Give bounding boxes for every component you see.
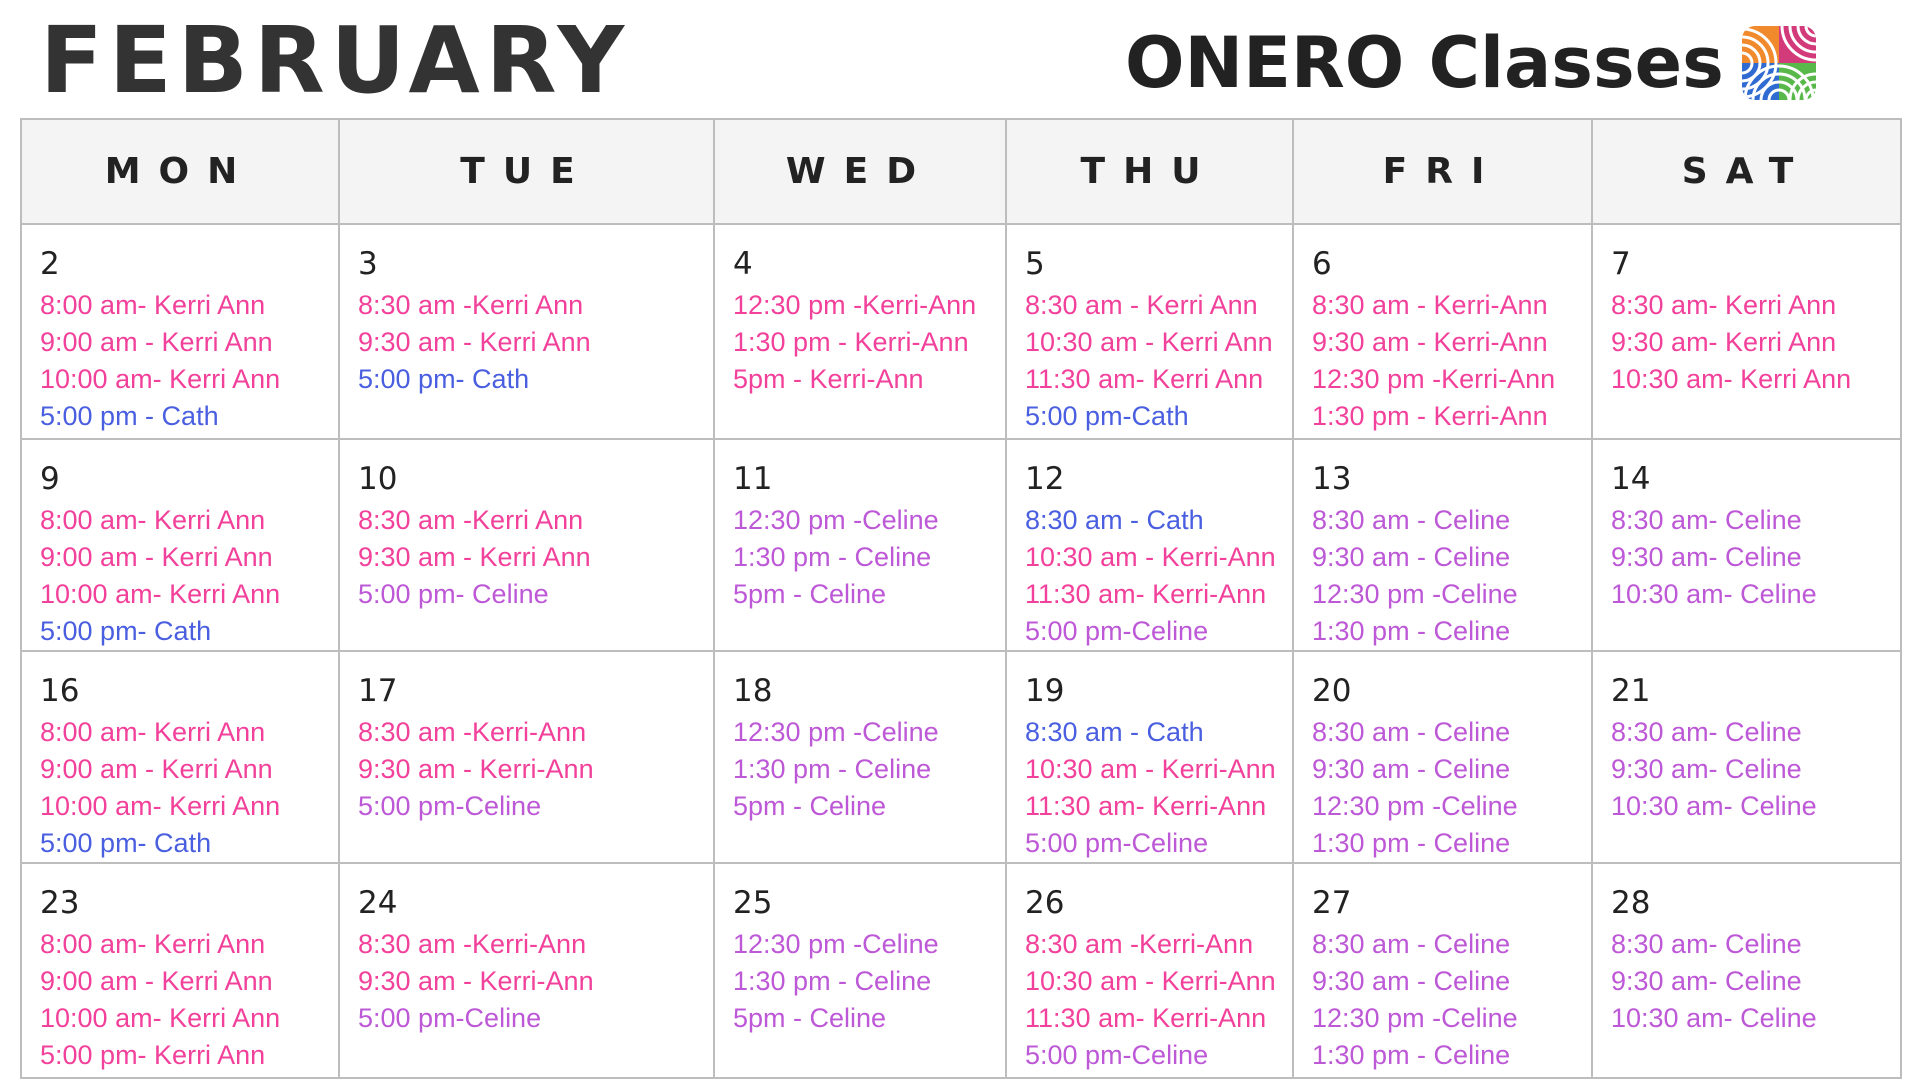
day-cell-tuesday [339, 439, 714, 651]
class-entry: 1:30 pm - Celine [733, 966, 932, 997]
day-number: 3 [358, 246, 378, 282]
class-entry: 10:30 am- Celine [1611, 1003, 1817, 1034]
class-entry: 9:30 am- Celine [1611, 542, 1802, 573]
class-entry: 9:30 am - Kerri-Ann [1312, 327, 1548, 358]
brand-header [1125, 22, 1816, 104]
class-entry: 8:00 am- Kerri Ann [40, 929, 266, 960]
class-entry: 8:30 am -Kerri Ann [358, 290, 584, 321]
week-row [21, 439, 1901, 651]
month-title: FEBRUARY [40, 7, 631, 114]
class-entry: 11:30 am- Kerri Ann [1025, 364, 1264, 395]
class-entry: 9:30 am- Kerri Ann [1611, 327, 1837, 358]
class-entry: 5:00 pm- Celine [358, 579, 549, 610]
class-entry: 1:30 pm - Celine [1312, 616, 1511, 647]
day-number: 17 [358, 673, 398, 710]
class-entry: 5:00 pm- Cath [40, 828, 212, 859]
day-number: 25 [733, 885, 773, 922]
day-number: 5 [1025, 246, 1045, 282]
day-number: 2 [40, 246, 60, 282]
class-entry: 8:30 am - Kerri-Ann [1312, 290, 1548, 321]
day-cell-friday [1293, 863, 1592, 1078]
day-cell-thursday [1006, 439, 1293, 651]
class-entry: 11:30 am- Kerri-Ann [1025, 579, 1267, 610]
day-number: 20 [1312, 673, 1352, 710]
day-cell-friday [1293, 439, 1592, 651]
class-entry: 8:30 am- Kerri Ann [1611, 290, 1837, 321]
day-number: 13 [1312, 461, 1352, 497]
class-entry: 5:00 pm-Celine [1025, 616, 1209, 647]
class-entry: 9:30 am- Celine [1611, 754, 1802, 785]
class-entry: 12:30 pm -Celine [733, 717, 939, 748]
day-number: 18 [733, 673, 773, 710]
week-row [21, 224, 1901, 439]
class-entry: 8:30 am- Celine [1611, 717, 1802, 748]
calendar-grid [20, 118, 1902, 1079]
class-entry: 9:30 am- Celine [1611, 966, 1802, 997]
day-cell-saturday [1592, 439, 1901, 651]
class-entry: 9:30 am - Kerri Ann [358, 542, 591, 573]
class-entry: 9:30 am - Kerri-Ann [358, 754, 594, 785]
day-cell-thursday [1006, 863, 1293, 1078]
day-number: 10 [358, 461, 398, 497]
class-entry: 5:00 pm-Celine [1025, 828, 1209, 859]
class-entry: 1:30 pm - Kerri-Ann [1312, 401, 1548, 432]
weekday-thursday: THU [1006, 119, 1293, 224]
class-entry: 5:00 pm-Celine [358, 791, 542, 822]
day-number: 26 [1025, 885, 1065, 922]
weekday-tuesday: TUE [339, 119, 714, 224]
class-entry: 12:30 pm -Celine [1312, 579, 1518, 610]
class-entry: 9:30 am - Kerri-Ann [358, 966, 594, 997]
class-entry: 8:30 am -Kerri-Ann [358, 717, 587, 748]
day-number: 27 [1312, 885, 1352, 922]
class-entry: 5:00 pm- Cath [358, 364, 530, 395]
class-entry: 5pm - Celine [733, 791, 887, 822]
day-cell-monday [21, 863, 339, 1078]
class-entry: 8:30 am -Kerri-Ann [1025, 929, 1254, 960]
day-number: 14 [1611, 461, 1651, 497]
day-number: 7 [1611, 246, 1631, 282]
striped-swirl-logo-icon [1742, 26, 1816, 100]
class-entry: 8:30 am - Celine [1312, 929, 1511, 960]
class-entry: 10:00 am- Kerri Ann [40, 791, 281, 822]
class-entry: 8:30 am - Kerri Ann [1025, 290, 1258, 321]
day-cell-friday [1293, 224, 1592, 439]
day-cell-wednesday [714, 863, 1006, 1078]
weekday-header-row [21, 119, 1901, 224]
class-entry: 8:30 am - Celine [1312, 505, 1511, 536]
class-entry: 9:30 am - Celine [1312, 754, 1511, 785]
day-number: 6 [1312, 246, 1332, 282]
day-number: 11 [733, 461, 773, 497]
class-entry: 5:00 pm-Celine [1025, 1040, 1209, 1071]
class-entry: 10:30 am - Kerri-Ann [1025, 542, 1276, 573]
class-entry: 11:30 am- Kerri-Ann [1025, 1003, 1267, 1034]
class-entry: 5pm - Kerri-Ann [733, 364, 924, 395]
class-entry: 5:00 pm-Cath [1025, 401, 1189, 432]
day-cell-saturday [1592, 863, 1901, 1078]
day-number: 4 [733, 246, 753, 282]
class-entry: 8:30 am- Celine [1611, 929, 1802, 960]
class-entry: 9:00 am - Kerri Ann [40, 966, 273, 997]
class-entry: 9:30 am - Celine [1312, 542, 1511, 573]
class-entry: 11:30 am- Kerri-Ann [1025, 791, 1267, 822]
class-entry: 8:30 am - Celine [1312, 717, 1511, 748]
brand-title: ONERO Classes [1125, 22, 1724, 104]
class-entry: 10:30 am - Kerri Ann [1025, 327, 1273, 358]
class-entry: 9:00 am - Kerri Ann [40, 327, 273, 358]
class-entry: 10:30 am- Kerri Ann [1611, 364, 1852, 395]
class-entry: 12:30 pm -Kerri-Ann [1312, 364, 1556, 395]
day-cell-monday [21, 224, 339, 439]
day-cell-tuesday [339, 224, 714, 439]
weekday-wednesday: WED [714, 119, 1006, 224]
class-entry: 10:00 am- Kerri Ann [40, 579, 281, 610]
class-entry: 8:00 am- Kerri Ann [40, 290, 266, 321]
class-entry: 10:30 am - Kerri-Ann [1025, 966, 1276, 997]
day-number: 28 [1611, 885, 1651, 922]
class-entry: 10:00 am- Kerri Ann [40, 364, 281, 395]
weekday-friday: FRI [1293, 119, 1592, 224]
day-cell-saturday [1592, 224, 1901, 439]
class-entry: 1:30 pm - Celine [733, 542, 932, 573]
day-number: 24 [358, 885, 398, 922]
week-row [21, 651, 1901, 863]
class-entry: 1:30 pm - Kerri-Ann [733, 327, 969, 358]
class-entry: 8:30 am -Kerri-Ann [358, 929, 587, 960]
class-entry: 5pm - Celine [733, 1003, 887, 1034]
day-cell-thursday [1006, 224, 1293, 439]
class-entry: 10:30 am - Kerri-Ann [1025, 754, 1276, 785]
day-cell-wednesday [714, 224, 1006, 439]
class-entry: 8:30 am - Cath [1025, 717, 1204, 748]
day-number: 21 [1611, 673, 1651, 710]
class-entry: 8:00 am- Kerri Ann [40, 505, 266, 536]
class-entry: 12:30 pm -Celine [733, 505, 939, 536]
day-number: 12 [1025, 461, 1065, 497]
class-entry: 5:00 pm - Cath [40, 401, 219, 432]
day-cell-thursday [1006, 651, 1293, 863]
class-entry: 8:30 am -Kerri Ann [358, 505, 584, 536]
class-entry: 5pm - Celine [733, 579, 887, 610]
class-entry: 12:30 pm -Celine [733, 929, 939, 960]
day-cell-monday [21, 439, 339, 651]
class-entry: 5:00 pm- Kerri Ann [40, 1040, 266, 1071]
class-entry: 10:00 am- Kerri Ann [40, 1003, 281, 1034]
class-entry: 9:00 am - Kerri Ann [40, 754, 273, 785]
class-entry: 1:30 pm - Celine [1312, 1040, 1511, 1071]
day-cell-wednesday [714, 439, 1006, 651]
day-number: 9 [40, 461, 60, 497]
class-entry: 12:30 pm -Celine [1312, 791, 1518, 822]
class-entry: 1:30 pm - Celine [1312, 828, 1511, 859]
day-cell-tuesday [339, 651, 714, 863]
week-row [21, 863, 1901, 1078]
day-number: 19 [1025, 673, 1065, 710]
class-entry: 9:00 am - Kerri Ann [40, 542, 273, 573]
class-entry: 12:30 pm -Kerri-Ann [733, 290, 977, 321]
class-entry: 8:00 am- Kerri Ann [40, 717, 266, 748]
class-entry: 9:30 am - Kerri Ann [358, 327, 591, 358]
class-entry: 8:30 am- Celine [1611, 505, 1802, 536]
class-entry: 5:00 pm-Celine [358, 1003, 542, 1034]
day-cell-friday [1293, 651, 1592, 863]
class-entry: 10:30 am- Celine [1611, 579, 1817, 610]
day-cell-saturday [1592, 651, 1901, 863]
class-entry: 10:30 am- Celine [1611, 791, 1817, 822]
day-number: 23 [40, 885, 80, 922]
day-cell-tuesday [339, 863, 714, 1078]
weekday-monday: MON [21, 119, 339, 224]
class-entry: 5:00 pm- Cath [40, 616, 212, 647]
class-entry: 8:30 am - Cath [1025, 505, 1204, 536]
class-entry: 1:30 pm - Celine [733, 754, 932, 785]
day-cell-monday [21, 651, 339, 863]
day-number: 16 [40, 673, 80, 710]
class-entry: 9:30 am - Celine [1312, 966, 1511, 997]
class-entry: 12:30 pm -Celine [1312, 1003, 1518, 1034]
weekday-saturday: SAT [1592, 119, 1901, 224]
day-cell-wednesday [714, 651, 1006, 863]
